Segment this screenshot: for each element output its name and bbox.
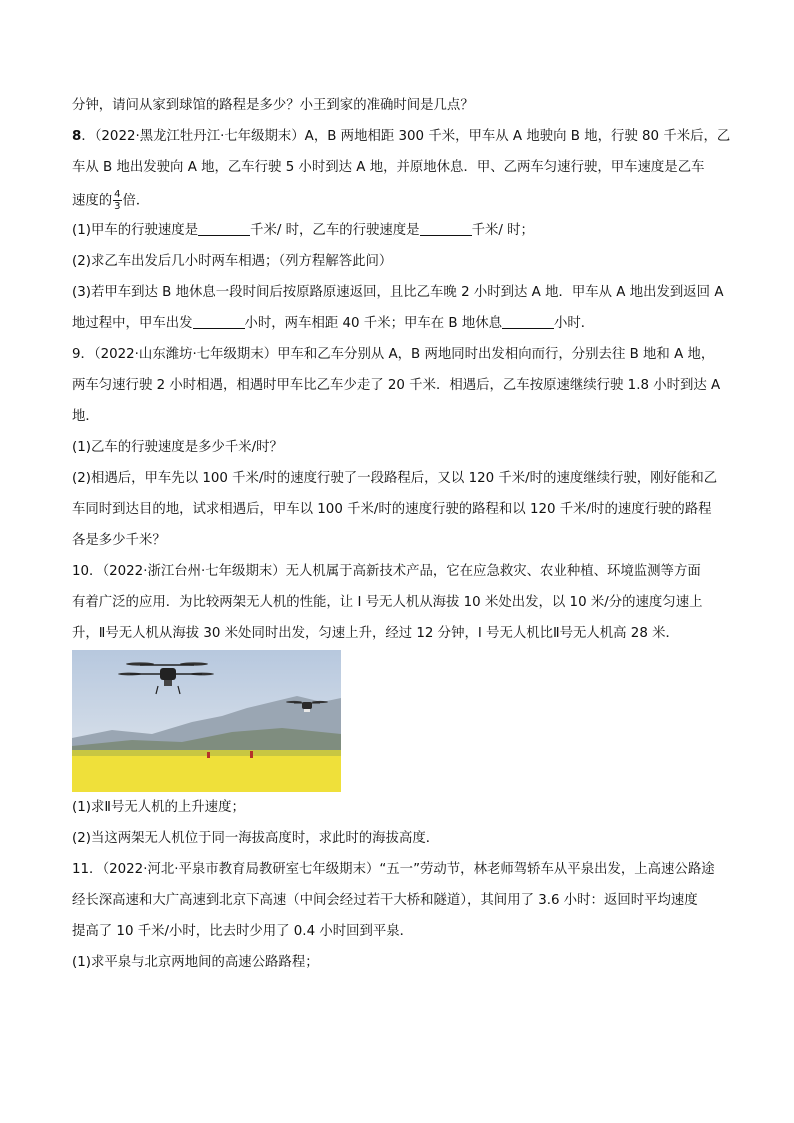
question-9-line-2: 两车匀速行驶 2 小时相遇，相遇时甲车比乙车少走了 20 千米．相遇后，乙车按原速继续行驶 1.8 小时到达 A [72,377,721,393]
question-9-part-2-line-1: (2)相遇后，甲车先以 100 千米/时的速度行驶了一段路程后，又以 120 千米/时的速度继续行驶，刚好能和乙 [72,470,718,486]
question-8-line-3 [72,189,724,214]
rapeseed-field [72,750,341,792]
drone-field-image [72,650,341,792]
answer-blank[interactable] [502,314,554,329]
question-9-part-2-line-3: 各是多少千米？ [72,532,166,548]
text-span: 小时． [554,315,595,331]
question-9-part-2-line-2: 车同时到达目的地，试求相遇后，甲车以 100 千米/时的速度行驶的路程和以 120 千米/时的速度行驶的路程 [72,501,712,517]
farmer [207,752,210,758]
question-8-part-3-line-1: (3)若甲车到达 B 地休息一段时间后按原路原速返回，且比乙车晚 2 小时到达 A 地．甲车从 A 地出发到返回 A [72,284,724,300]
text-span: 速度的 [72,193,113,209]
text-span: 小时，两车相距 40 千米；甲车在 B 地休息 [244,315,503,331]
question-11-part-1: (1)求平泉与北京两地间的高速公路路程； [72,954,319,970]
fraction-numerator: 4 [114,189,121,200]
text-span: 千米/ 时； [471,222,534,238]
question-8-part-2: (2)求乙车出发后几小时两车相遇；（列方程解答此问） [72,253,393,269]
question-11-line-2: 经长深高速和大广高速到北京下高速（中间会经过若干大桥和隧道），其间用了 3.6 小时：返回时平均速度 [72,892,698,908]
question-8-text-1: ．（2022·黑龙江牡丹江·七年级期末）A，B 两地相距 300 千米，甲车从 A 地驶向 B 地，行驶 80 千米后，乙 [81,129,731,144]
text-line: 分钟，请问从家到球馆的路程是多少？小王到家的准确时间是几点？ [72,98,474,113]
fraction [113,189,121,212]
question-10-line-1: 10．（2022·浙江台州·七年级期末）无人机属于高新技术产品，它在应急救灾、农业种植、环境监测等方面 [72,563,701,579]
text-span: 千米/ 时，乙车的行驶速度是 [250,222,420,238]
question-8-line-2: 车从 B 地出发驶向 A 地，乙车行驶 5 小时到达 A 地，并原地休息．甲、乙两车匀速行驶，甲车速度是乙车 [72,160,705,175]
question-8-part-3-line-2 [72,314,724,334]
answer-blank[interactable] [198,221,250,236]
fraction-denominator: 3 [114,201,121,212]
question-9-part-1: (1)乙车的行驶速度是多少千米/时？ [72,439,283,455]
question-10-line-3: 升，Ⅱ号无人机从海拔 30 米处同时出发，匀速上升，经过 12 分钟，I 号无人机比Ⅱ号无人机高 28 米． [72,625,679,641]
document-page [72,96,731,973]
question-10-part-1: (1)求Ⅱ号无人机的上升速度； [72,799,245,815]
question-9-line-1: 9．（2022·山东潍坊·七年级期末）甲车和乙车分别从 A，B 两地同时出发相向而行，分别去往 B 地和 A 地， [72,346,715,362]
text-span: 地过程中，甲车出发 [72,315,193,331]
question-8-part-1 [72,221,724,241]
question-9-line-3: 地． [72,408,99,424]
answer-blank[interactable] [193,314,245,329]
field-edge [72,750,341,756]
question-8-line-1: 8．（2022·黑龙江牡丹江·七年级期末）A，B 两地相距 300 千米，甲车从 A 地驶向 B 地，行驶 80 千米后，乙 [72,129,731,144]
drone-photo [72,650,341,792]
answer-blank[interactable] [420,221,472,236]
question-11-line-1: 11．（2022·河北·平泉市教育局教研室七年级期末）“五一”劳动节，林老师驾轿车从平泉出发，上高速公路途 [72,861,715,877]
question-10-line-2: 有着广泛的应用．为比较两架无人机的性能，让 I 号无人机从海拔 10 米处出发，以 10 米/分的速度匀速上 [72,594,703,610]
question-10-part-2: (2)当这两架无人机位于同一海拔高度时，求此时的海拔高度． [72,830,440,846]
text-span: (1)甲车的行驶速度是 [72,222,199,238]
farmer [250,751,253,758]
text-span: 倍． [122,193,150,209]
question-11-line-3: 提高了 10 千米/小时，比去时少用了 0.4 小时回到平泉． [72,923,414,939]
